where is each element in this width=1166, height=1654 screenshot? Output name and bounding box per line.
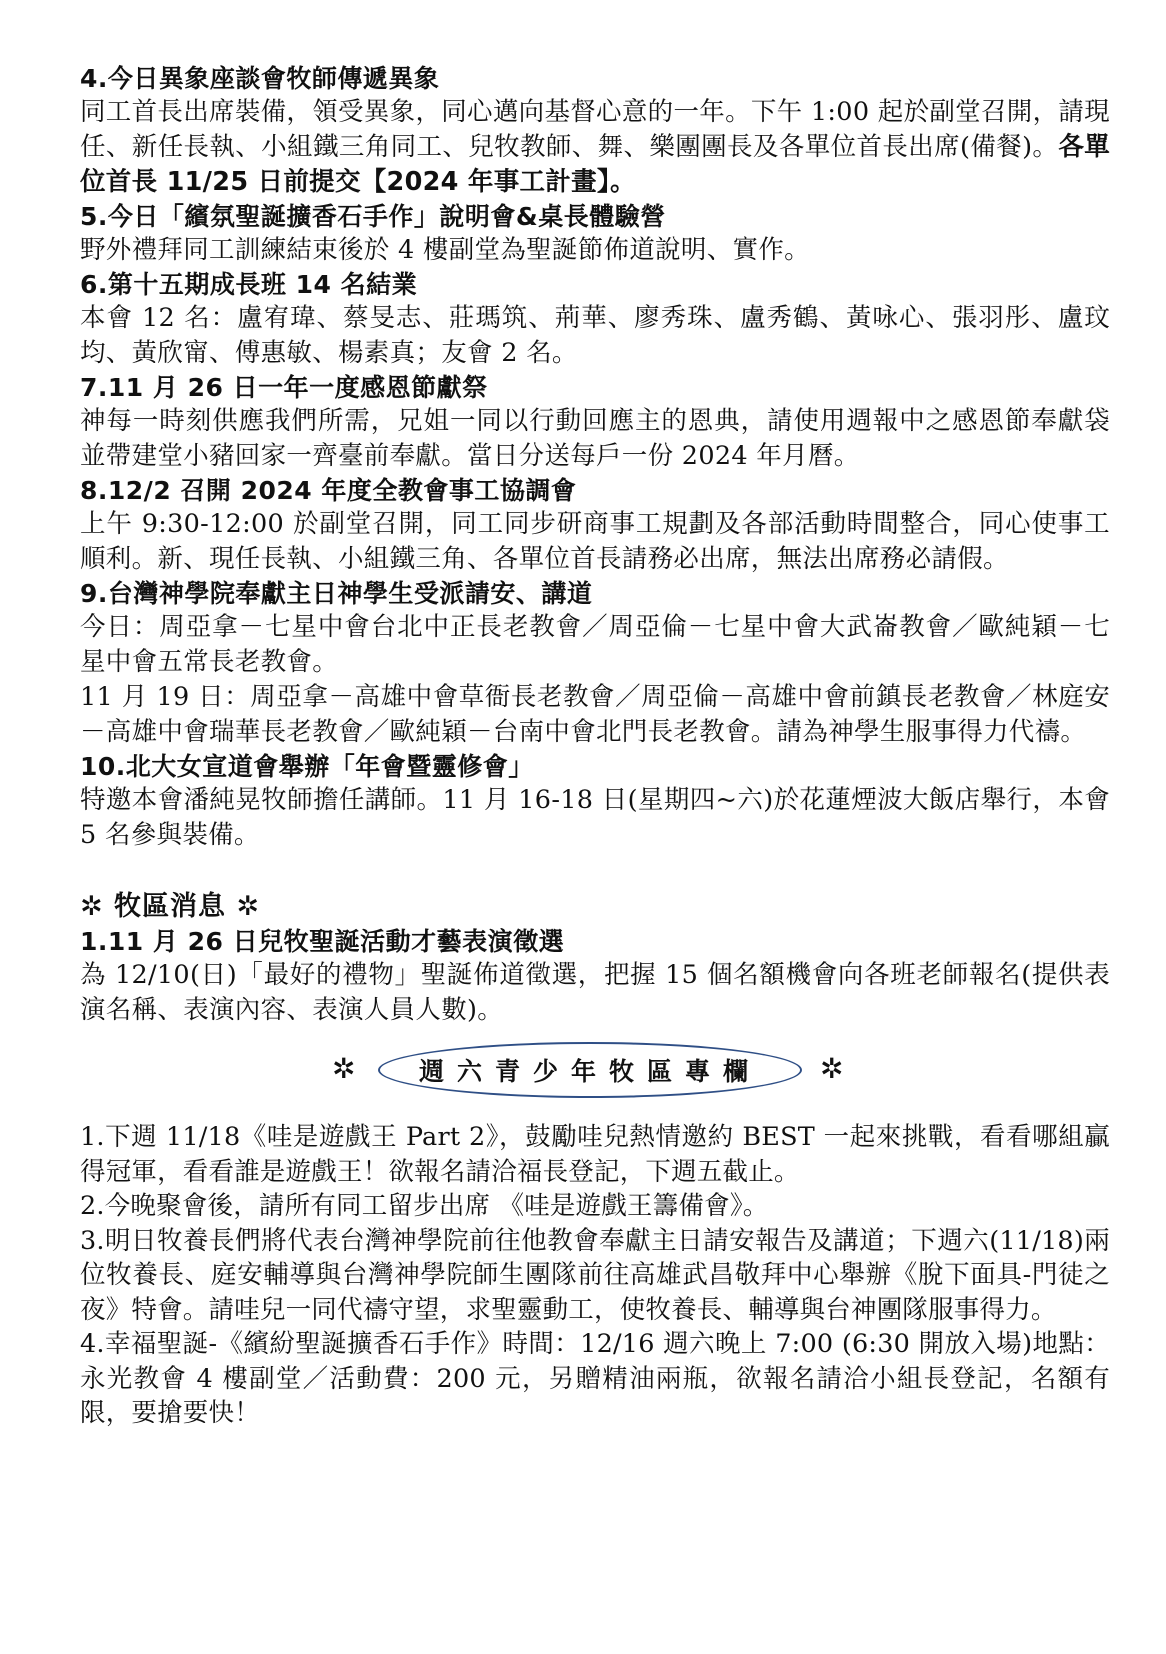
pastoral-section xyxy=(80,889,1110,1028)
announcement-10 xyxy=(80,750,1110,853)
announcement-body xyxy=(80,95,1110,200)
youth-section xyxy=(80,1120,1110,1431)
announcement-6 xyxy=(80,268,1110,371)
announcement-title: 10.北大女宣道會舉辦「年會暨靈修會」 xyxy=(80,752,534,781)
youth-paragraph: 2.今晚聚會後，請所有同工留步出席 《哇是遊戲王籌備會》。 xyxy=(80,1191,769,1221)
announcement-4 xyxy=(80,62,1110,200)
announcement-body: 上午 9:30-12:00 於副堂召開，同工同步研商事工規劃及各部活動時間整合，同心使事工順利。新、現任長執、小組鐵三角、各單位首長請務必出席，無法出席務必請假。 xyxy=(80,509,1110,574)
pastoral-item-body: 為 12/10(日)「最好的禮物」聖誕佈道徵選，把握 15 個名額機會向各班老師報名(提供表演名稱、表演內容、表演人員人數)。 xyxy=(80,960,1110,1025)
announcement-8 xyxy=(80,474,1110,577)
announcement-title: 9.台灣神學院奉獻主日神學生受派請安、講道 xyxy=(80,579,593,608)
announcement-title: 8.12/2 召開 2024 年度全教會事工協調會 xyxy=(80,476,577,505)
announcement-9 xyxy=(80,577,1110,750)
announcement-body: 野外禮拜同工訓練結束後於 4 樓副堂為聖誕節佈道說明、實作。 xyxy=(80,235,810,265)
announcement-7 xyxy=(80,371,1110,474)
announcement-body: 神每一時刻供應我們所需，兄姐一同以行動回應主的恩典，請使用週報中之感恩節奉獻袋並帶建堂小豬回家一齊臺前奉獻。當日分送每戶一份 2024 年月曆。 xyxy=(80,406,1110,471)
youth-paragraph: 4.幸福聖誕-《繽紛聖誕擴香石手作》時間：12/16 週六晚上 7:00 (6:30 開放入場)地點：永光教會 4 樓副堂／活動費：200 元，另贈精油兩瓶，欲報名請洽小組長登記，名額有限，要搶要快！ xyxy=(80,1329,1110,1428)
announcement-title: 6.第十五期成長班 14 名結業 xyxy=(80,270,418,299)
flower-star-icon: ✲ xyxy=(332,1052,356,1085)
youth-paragraph: 1.下週 11/18《哇是遊戲王 Part 2》，鼓勵哇兒熱情邀約 BEST 一起來挑戰，看看哪組贏得冠軍，看看誰是遊戲王！欲報名請洽福長登記，下週五截止。 xyxy=(80,1122,1110,1187)
youth-banner-oval: 週六青少年牧區專欄 xyxy=(378,1042,802,1098)
announcement-body-second: 11 月 19 日：周亞拿－高雄中會草衙長老教會／周亞倫－高雄中會前鎮長老教會／林庭安－高雄中會瑞華長老教會／歐純穎－台南中會北門長老教會。請為神學生服事得力代禱。 xyxy=(80,682,1110,747)
announcement-deadline: 各單位首長 11/25 日前提交【2024 年事工計畫】。 xyxy=(80,132,1110,197)
pastoral-item-title: 1.11 月 26 日兒牧聖誕活動才藝表演徵選 xyxy=(80,927,565,956)
bulletin-page xyxy=(80,62,1110,1431)
youth-banner xyxy=(80,1038,1110,1110)
youth-paragraph: 3.明日牧養長們將代表台灣神學院前往他教會奉獻主日請安報告及講道；下週六(11/18)兩位牧養長、庭安輔導與台灣神學院師生團隊前往高雄武昌敬拜中心舉辦《脫下面具-門徒之夜》特會。請哇兒一同代禱守望，求聖靈動工，使牧養長、輔導與台神團隊服事得力。 xyxy=(80,1225,1110,1325)
announcement-body: 今日：周亞拿－七星中會台北中正長老教會／周亞倫－七星中會大武崙教會／歐純穎－七星中會五常長老教會。 xyxy=(80,612,1110,677)
announcement-body: 特邀本會潘純晃牧師擔任講師。11 月 16-18 日(星期四~六)於花蓮煙波大飯店舉行，本會 5 名參與裝備。 xyxy=(80,785,1110,850)
announcement-title: 4.今日異象座談會牧師傳遞異象 xyxy=(80,64,440,93)
announcement-title: 5.今日「繽氛聖誕擴香石手作」說明會&桌長體驗營 xyxy=(80,202,666,231)
pastoral-heading: ✲ 牧區消息 ✲ xyxy=(80,891,261,922)
announcement-text: 同工首長出席裝備，領受異象，同心邁向基督心意的一年。下午 1:00 起於副堂召開，請現任、新任長執、小組鐵三角同工、兒牧教師、舞、樂團團長及各單位首長出席(備餐)。 xyxy=(80,97,1110,162)
announcement-5 xyxy=(80,200,1110,268)
announcement-body: 本會 12 名：盧宥瑋、蔡旻志、莊瑪筑、荊華、廖秀珠、盧秀鶴、黃咏心、張羽彤、盧玟均、黃欣甯、傅惠敏、楊素真；友會 2 名。 xyxy=(80,303,1110,368)
spacer xyxy=(80,853,1110,889)
announcement-title: 7.11 月 26 日一年一度感恩節獻祭 xyxy=(80,373,488,402)
flower-star-icon: ✲ xyxy=(820,1052,844,1085)
